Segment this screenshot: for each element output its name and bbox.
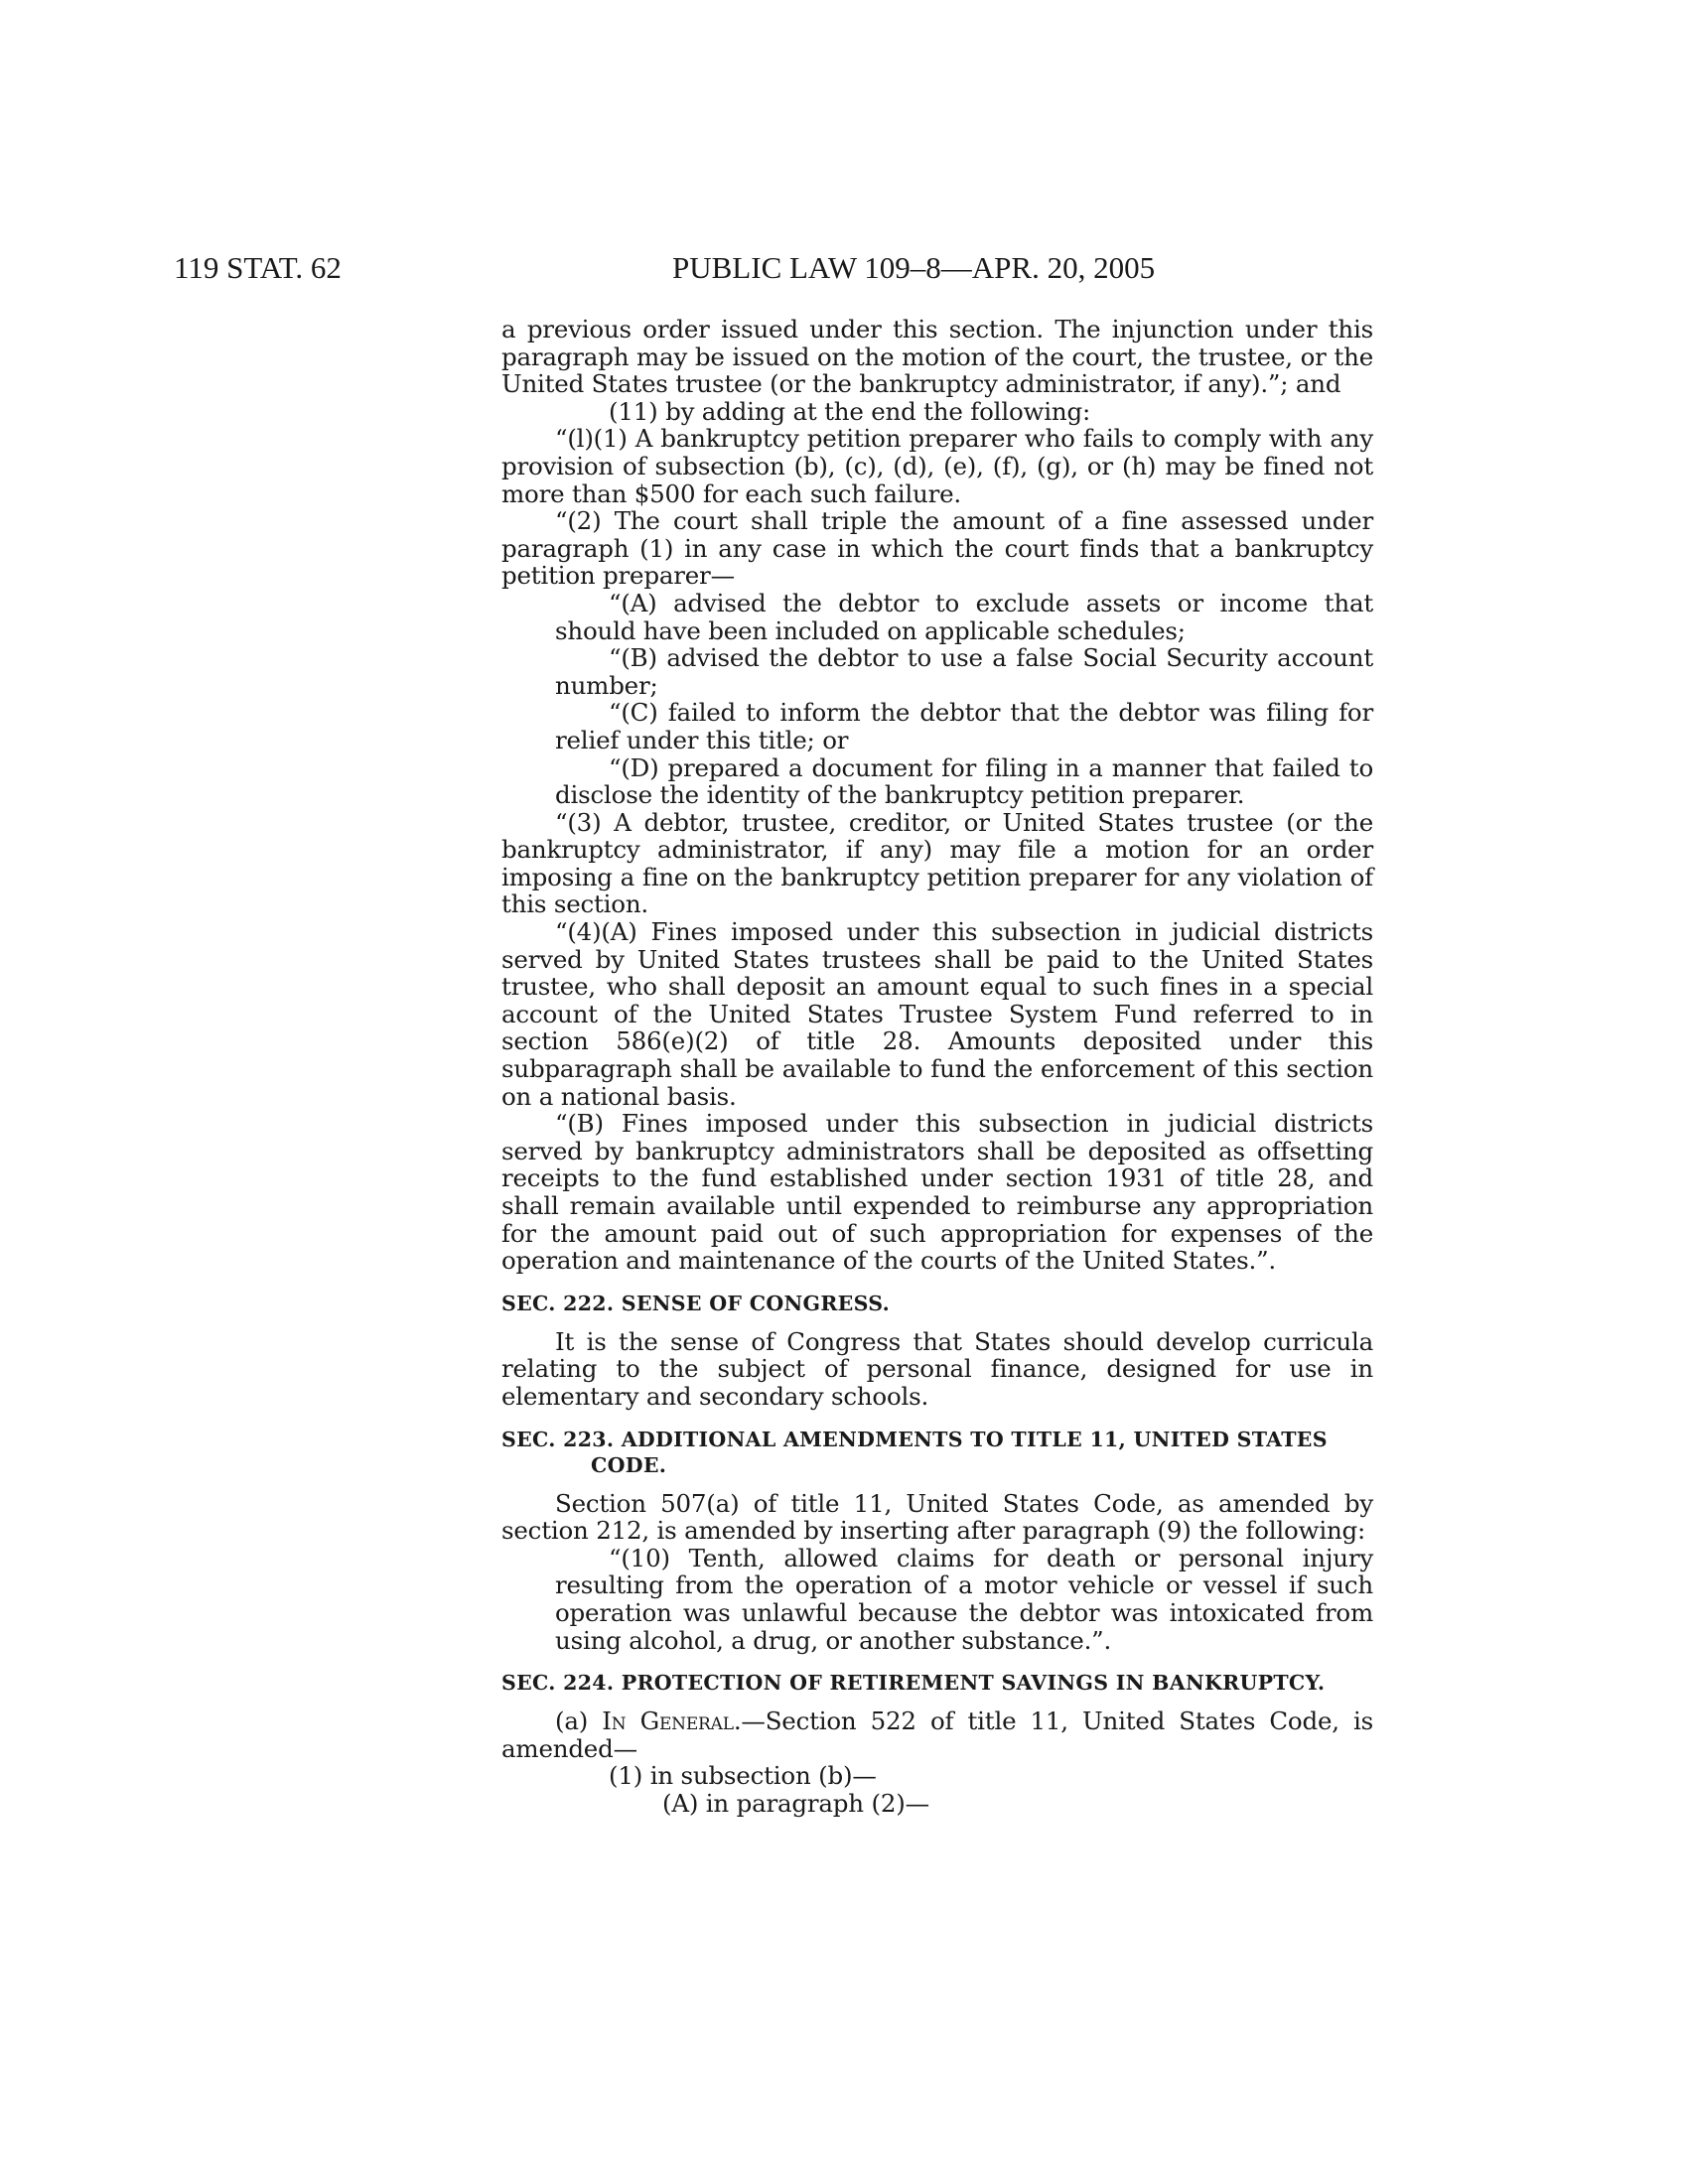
subsection-a-text: .—Section 522 of title 11, United States Code, is amended— (501, 1706, 1373, 1763)
section-223-text: Section 507(a) of title 11, United States Code, as amended by section 212, is amended by inserting after paragraph (9) the following: (501, 1488, 1373, 1546)
page-header (0, 250, 1688, 294)
public-law-title: PUBLIC LAW 109–8—APR. 20, 2005 (672, 250, 1156, 285)
paragraph-11-adding: (11) by adding at the end the following: (609, 396, 1091, 426)
subsection-a-heading: In General (602, 1706, 734, 1736)
paragraph-4b-fines: “(B) Fines imposed under this subsection in judicial districts served by bankruptcy administrators shall be deposited as offsetting receipts to the fund established under section 1931 of title 28, and shall remain available until expended to reimburse any appropriation for the amount paid out of such appropriation for expenses of the operation and maintenance of the courts of the United States.”. (501, 1109, 1373, 1276)
paragraph-10-tenth: “(10) Tenth, allowed claims for death or personal injury resulting from the operation of a motor vehicle or vessel if such operation was unlawful because the debtor was intoxicated from using alcohol, a drug, or another substance.”. (555, 1543, 1373, 1655)
section-223-heading-line2: CODE. (591, 1452, 667, 1477)
section-224-subsection-a (501, 1707, 1373, 1762)
paragraph-previous-order: a previous order issued under this section. The injunction under this paragraph may be issued on the motion of the court, the trustee, or the United States trustee (or the bankruptcy administrator, if any).”; and (501, 315, 1373, 399)
section-224-heading: SEC. 224. PROTECTION OF RETIREMENT SAVINGS IN BANKRUPTCY. (501, 1671, 1326, 1696)
subparagraph-a-paragraph-2: (A) in paragraph (2)— (662, 1788, 929, 1818)
clause-a-advised-exclude: “(A) advised the debtor to exclude assets or income that should have been included on applicable schedules; (555, 588, 1373, 645)
paragraph-4a-fines: “(4)(A) Fines imposed under this subsection in judicial districts served by United States trustees shall be paid to the United States trustee, who shall deposit an amount equal to such fines in a special account of the United States Trustee System Fund referred to in section 586(e)(2) of title 28. Amounts deposited under this subparagraph shall be available to fund the enforcement of this section on a national basis. (501, 917, 1373, 1111)
subsection-a-label: (a) (555, 1706, 603, 1736)
section-222-heading: SEC. 222. SENSE OF CONGRESS. (501, 1291, 891, 1315)
paragraph-3-motion: “(3) A debtor, trustee, creditor, or United States trustee (or the bankruptcy administrator, if any) may file a motion for an order imposing a fine on the bankruptcy petition preparer for any violation of this section. (501, 807, 1373, 919)
paragraph-1-subsection-b: (1) in subsection (b)— (609, 1761, 877, 1791)
paragraph-l1-fine: “(l)(1) A bankruptcy petition preparer who fails to comply with any provision of subsection (b), (c), (d), (e), (f), (g), or (h) may be fined not more than $500 for each such failure. (501, 424, 1373, 508)
section-222-text: It is the sense of Congress that States should develop curricula relating to the subject of personal finance, designed for use in elementary and secondary schools. (501, 1326, 1373, 1411)
paragraph-2-triple: “(2) The court shall triple the amount of a fine assessed under paragraph (1) in any case in which the court finds that a bankruptcy petition preparer— (501, 506, 1373, 591)
clause-b-false-ssn: “(B) advised the debtor to use a false Social Security account number; (555, 643, 1373, 700)
document-body (501, 316, 1373, 1818)
clause-d-prepared-document: “(D) prepared a document for filing in a manner that failed to disclose the identity of the bankruptcy petition preparer. (555, 752, 1373, 810)
section-223-heading-line1: SEC. 223. ADDITIONAL AMENDMENTS TO TITLE 11, UNITED STATES (501, 1427, 1328, 1451)
statute-page-number: 119 STAT. 62 (174, 250, 342, 285)
clause-c-failed-inform: “(C) failed to inform the debtor that the debtor was filing for relief under this title; or (555, 698, 1373, 754)
section-223-heading (501, 1427, 1373, 1478)
